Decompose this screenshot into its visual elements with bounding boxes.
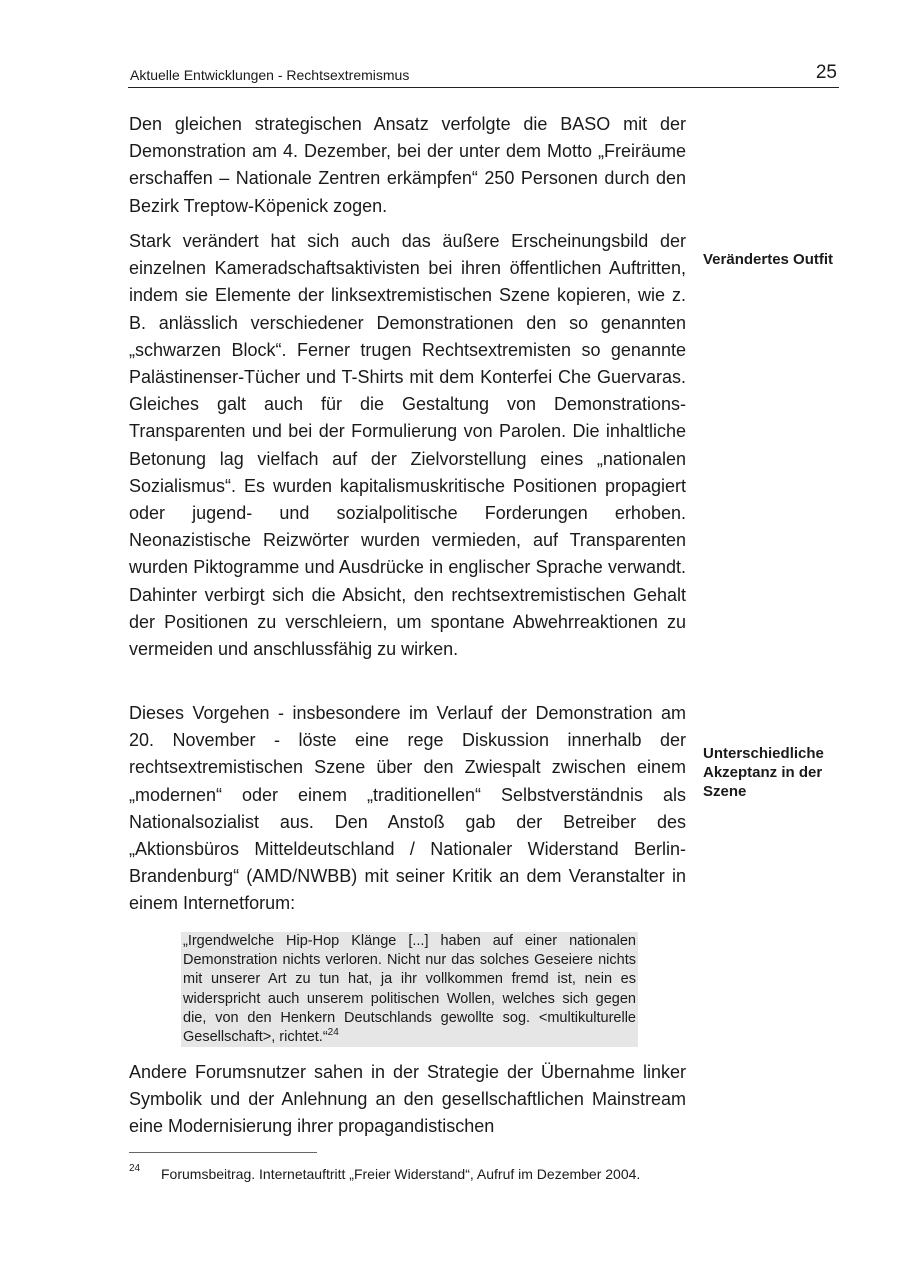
block-quote [181, 932, 638, 1047]
header-title: Aktuelle Entwicklungen - Rechtsextremismus [130, 67, 410, 83]
quote-text: „Irgendwelche Hip-Hop Klänge [...] haben auf einer nationalen Demonstration nichts verloren. Nicht nur das solches Geseiere nichts mit unserer Art zu tun hat, ja ihr vollkommen fremd ist, nein es widerspricht auch unserem politischen Wollen, welches sich gegen die, von den Henkern Deutschlands gewollte sog. <multikulturelle Gesellschaft>, richtet.“ [183, 933, 636, 1046]
footnote-text: Forumsbeitrag. Internetauftritt „Freier Widerstand“, Aufruf im Dezember 2004. [161, 1166, 641, 1182]
footnote-number: 24 [129, 1163, 141, 1174]
paragraph-4-block [129, 1059, 686, 1141]
body-paragraph: Den gleichen strategischen Ansatz verfolgte die BASO mit der Demonstration am 4. Dezember, bei der unter dem Motto „Freiräume erschaffen – Nationale Zentren erkämpfen“ 250 Personen durch den Bezirk Treptow-Köpenick zogen. [129, 114, 686, 216]
quote-footnote-ref: 24 [327, 1027, 339, 1039]
running-header [128, 60, 839, 88]
paragraph-3-block [129, 700, 686, 918]
body-paragraph: Stark verändert hat sich auch das äußere Erscheinungsbild der einzelnen Kameradschaftsaktivisten bei ihren öffentlichen Auftritten, indem sie Elemente der linksextremistischen Szene kopieren, wie z. B. anlässlich verschiedener Demonstrationen den so genannten „schwarzen Block“. Ferner trugen Rechtsextremisten so genannte Palästinenser-Tücher und T-Shirts mit dem Konterfei Che Guervaras. Gleiches galt auch für die Gestaltung von Demonstrations-Transparenten und bei der Formulierung von Parolen. Die inhaltliche Betonung lag vielfach auf der Zielvorstellung eines „nationalen Sozialismus“. Es wurden kapitalismuskritische Positionen propagiert oder jugend- und sozialpolitische Forderungen erhoben. Neonazistische Reizwörter wurden vermieden, auf Transparenten wurden Piktogramme und Ausdrücke in englischer Sprache verwandt. Dahinter verbirgt sich die Absicht, den rechtsextremistischen Gehalt der Positionen zu verschleiern, um spontane Abwehrreaktionen zu vermeiden und anschlussfähig zu wirken. [129, 231, 686, 660]
footnote-divider [129, 1152, 317, 1153]
paragraph-2-block [129, 228, 686, 663]
margin-note-acceptance: Unterschiedliche Akzeptanz in der Szene [703, 745, 824, 800]
paragraph-1-block [129, 111, 686, 220]
page-number: 25 [815, 62, 837, 83]
body-paragraph: Dieses Vorgehen - insbesondere im Verlauf der Demonstration am 20. November - löste eine rege Diskussion innerhalb der rechtsextremistischen Szene über den Zwiespalt zwischen einem „modernen“ oder einem „traditionellen“ Selbstverständnis als Nationalsozialist aus. Den Anstoß gab der Betreiber des „Aktionsbüros Mitteldeutschland / Nationaler Widerstand Berlin-Brandenburg“ (AMD/NWBB) mit seiner Kritik an dem Veranstalter in einem Internetforum: [129, 703, 686, 914]
body-paragraph: Andere Forumsnutzer sahen in der Strategie der Übernahme linker Symbolik und der Anlehnung an den gesellschaftlichen Mainstream eine Modernisierung ihrer propagandistischen [129, 1062, 686, 1137]
margin-note-outfit: Verändertes Outfit [703, 251, 834, 268]
